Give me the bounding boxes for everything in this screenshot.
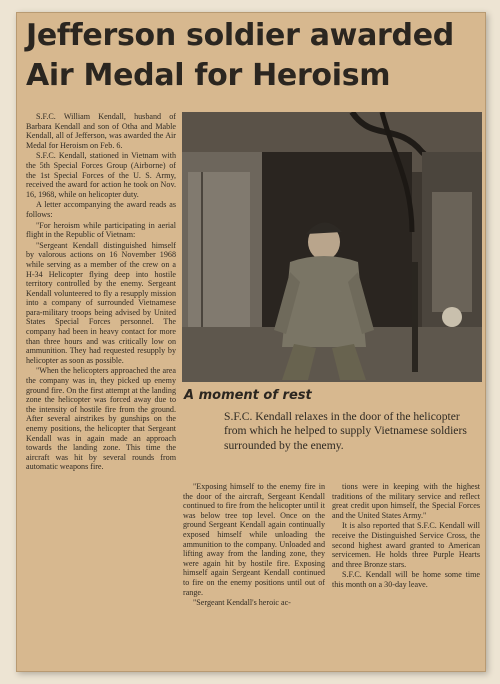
- article-column-2: [183, 482, 325, 664]
- article-paragraph: "Exposing himself to the enemy fire in the door of the aircraft, Sergeant Kendall continued to fire from the helicopter until it was below tree top level. Once on the ground Sergeant Kendall again continually exposed himself while unloading the ammunition to the company. Unloaded and lifting away from the landing zone, they were again hit by hostile fire. Exposing himself again Sergeant Kendall continued to fire on the enemy positions until out of range.: [183, 482, 325, 597]
- photo-caption-title: A moment of rest: [184, 388, 312, 403]
- article-paragraph: "Sergeant Kendall distinguished himself by valorous actions on 16 November 1968 while serving as a member of the crew on a H-34 Helicopter flying deep into hostile territory controlled by the enemy. Sergeant Kendall volunteered to fly a resupply mission into a company of surrounded Vietnamese para-military troops being advised by United States Special Forces personnel. The company had been in heavy contact for more than three hours and was critically low on ammunition. They had requested resupply by helicopter as soon as possible.: [26, 240, 176, 365]
- article-paragraph: S.F.C. William Kendall, husband of Barbara Kendall and son of Otha and Mable Kendall, all of Jefferson, was awarded the Air Medal for Heroism on Feb. 6.: [26, 112, 176, 150]
- soldier-photo: [182, 112, 482, 382]
- newspaper-clipping: [16, 12, 486, 672]
- article-paragraph: "When the helicopters approached the area the company was in, they picked up enemy ground fire. On the first attempt at the landing zone the helicopter was forced away due to the intensity of hostile fire from the ground. After several airstrikes by gunships on the enemy positions, the helicopter that Sergeant Kendall was in again made an approach towards the landing zone. This time the aircraft was hit by several rounds from automatic weapons fire.: [26, 366, 176, 472]
- article-column-1: [26, 112, 176, 664]
- photo-caption-text: S.F.C. Kendall relaxes in the door of the helicopter from which he helped to supply Vietnamese soldiers surrounded by the enemy.: [224, 410, 467, 452]
- article-paragraph: "For heroism while participating in aerial flight in the Republic of Vietnam:: [26, 220, 176, 240]
- article-paragraph: tions were in keeping with the highest traditions of the military service and reflect great credit upon himself, the Special Forces and the United States Army.": [332, 482, 480, 520]
- article-paragraph: It is also reported that S.F.C. Kendall will receive the Distinguished Service Cross, the second highest award granted to American servicemen. He holds three Purple Hearts and three Bronze stars.: [332, 521, 480, 569]
- article-paragraph: "Sergeant Kendall's heroic ac-: [193, 598, 291, 608]
- helicopter-door-illustration: [182, 112, 482, 382]
- article-paragraph: S.F.C. Kendall, stationed in Vietnam with the 5th Special Forces Group (Airborne) of the 1st Special Forces of the U. S. Army, received the award for action he took on Nov. 16, 1968, while on helicopter duty.: [26, 151, 176, 199]
- headline: Jefferson soldier awarded Air Medal for Heroism: [26, 18, 454, 93]
- article-paragraph: A letter accompanying the award reads as follows:: [26, 200, 176, 219]
- article-column-3: [332, 482, 480, 664]
- article-paragraph: S.F.C. Kendall will be home some time this month on a 30-day leave.: [332, 570, 480, 589]
